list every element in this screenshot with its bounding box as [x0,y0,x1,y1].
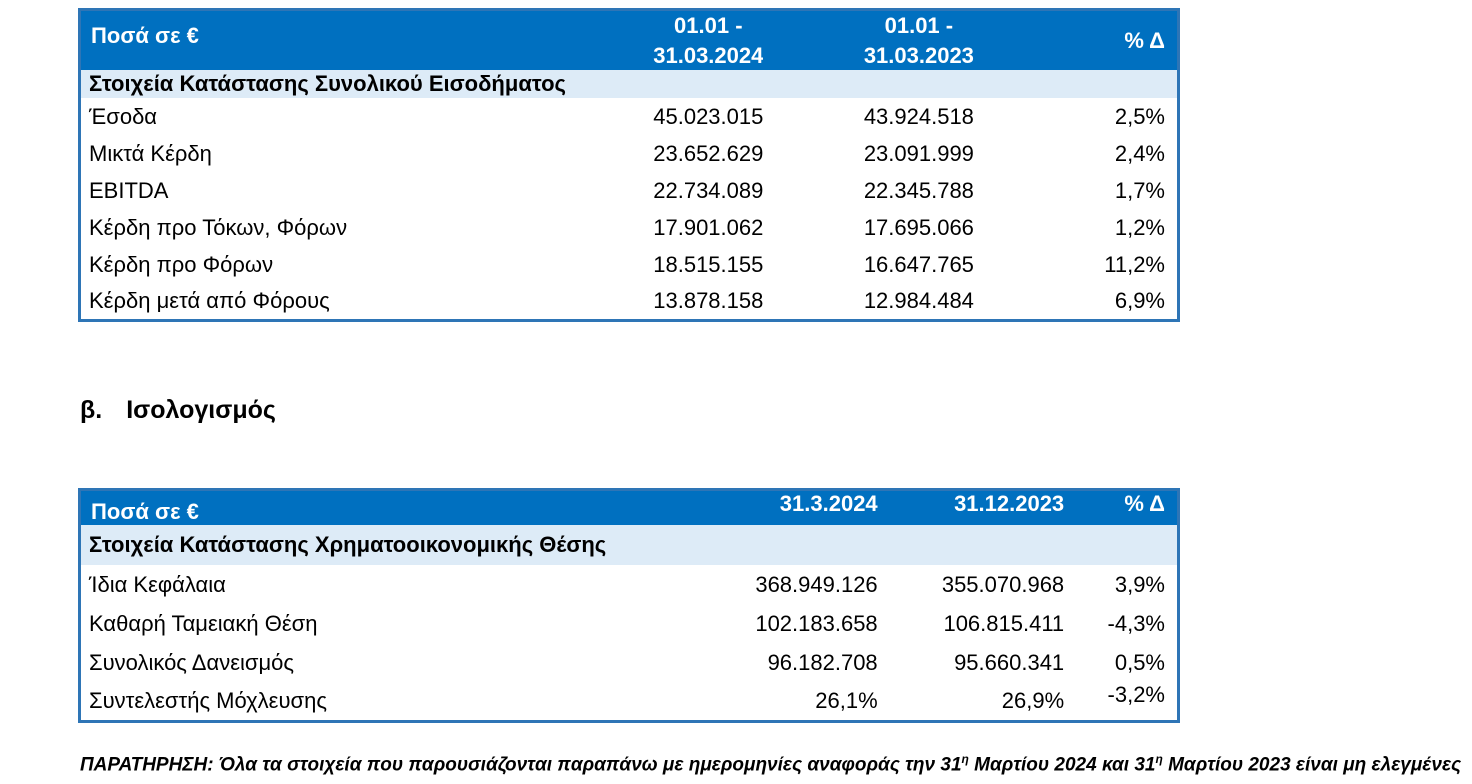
row-label: Κέρδη μετά από Φόρους [89,288,330,314]
amounts-in-euro-label: Ποσά σε € [80,10,511,71]
value-2024: 102.183.658 [755,610,878,636]
income-statement-table [78,8,1180,322]
column-header-period-2024 [511,10,764,71]
period-2024-line1: 01.01 - [674,13,743,38]
table-row [80,283,1179,320]
value-delta: 2,5% [1114,103,1165,129]
value-delta: 2,4% [1114,140,1165,166]
period-2023-line1: 01.01 - [884,13,954,38]
column-header-period-2023 [763,10,974,71]
row-label: EBITDA [89,177,169,203]
value-delta: 6,9% [1114,288,1165,314]
table-row [80,604,1179,643]
value-2024: 17.901.062 [653,214,764,240]
row-label: Καθαρή Ταμειακή Θέση [89,610,318,636]
row-label: Κέρδη προ Φόρων [89,251,274,277]
value-2023: 23.091.999 [863,140,974,166]
note-text-2: Μαρτίου 2024 και 31 [968,754,1156,776]
amounts-in-euro-label: Ποσά σε € [80,490,682,526]
column-header-date-2024: 31.3.2024 [681,490,878,526]
value-2024: 26,1% [815,687,878,713]
value-2023: 106.815.411 [943,610,1065,636]
balance-sheet-heading [80,396,276,425]
table-row [80,643,1179,682]
balance-section-row [80,525,1179,565]
balance-section-title: Στοιχεία Κατάστασης Χρηματοοικονομικής Θέσης [80,525,1179,565]
column-header-date-2023: 31.12.2023 [878,490,1065,526]
value-2024: 368.949.126 [755,571,878,597]
value-delta-text: -3,2% [1107,682,1165,707]
value-2023: 17.695.066 [863,214,974,240]
row-label: Κέρδη προ Τόκων, Φόρων [89,214,348,240]
row-label: Έσοδα [89,103,158,129]
heading-prefix: β. [80,396,103,424]
value-2023: 16.647.765 [863,251,974,277]
period-2023-line2: 31.03.2023 [863,42,974,68]
note-superscript-1: η [961,752,969,766]
value-2024: 23.652.629 [653,140,764,166]
note-superscript-2: η [1155,752,1163,766]
value-delta [1064,682,1178,721]
value-2024: 13.878.158 [653,288,764,314]
value-delta: 11,2% [1104,251,1165,277]
remark-note [80,752,1461,776]
column-header-delta: % Δ [1064,490,1178,526]
table-row [80,98,1179,135]
row-label: Μικτά Κέρδη [89,140,212,166]
balance-sheet-table [78,488,1180,723]
row-label: Συνολικός Δανεισμός [89,649,295,675]
balance-table-header-row [80,490,1179,526]
income-section-title: Στοιχεία Κατάστασης Συνολικού Εισοδήματος [80,70,1179,98]
table-row [80,682,1179,721]
value-2023: 22.345.788 [863,177,974,203]
table-row [80,565,1179,604]
value-2023: 26,9% [1001,687,1065,713]
period-2024-line2: 31.03.2024 [653,42,764,68]
value-2024: 18.515.155 [653,251,764,277]
value-2024: 96.182.708 [767,649,878,675]
value-2023: 355.070.968 [941,571,1065,597]
heading-title: Ισολογισμός [126,396,276,424]
value-2024: 22.734.089 [653,177,764,203]
column-header-delta: % Δ [974,10,1179,71]
row-label: Ίδια Κεφάλαια [89,571,226,597]
value-2024: 45.023.015 [653,103,764,129]
income-section-row [80,70,1179,98]
value-delta: 0,5% [1114,649,1165,675]
table-row [80,172,1179,209]
value-2023: 95.660.341 [954,649,1065,675]
value-delta: 3,9% [1114,571,1165,597]
income-table-header-row [80,10,1179,71]
note-text-3: Μαρτίου 2023 είναι μη ελεγμένες [1162,754,1462,776]
value-delta: -4,3% [1107,610,1165,636]
note-text-1: ΠΑΡΑΤΗΡΗΣΗ: Όλα τα στοιχεία που παρουσιάζονται παραπάνω με ημερομηνίες αναφοράς την 31 [80,754,962,776]
table-row [80,209,1179,246]
value-2023: 43.924.518 [863,103,974,129]
value-delta: 1,7% [1114,177,1165,203]
value-2023: 12.984.484 [863,288,974,314]
value-delta: 1,2% [1114,214,1165,240]
row-label: Συντελεστής Μόχλευσης [89,687,327,713]
table-row [80,246,1179,283]
table-row [80,135,1179,172]
